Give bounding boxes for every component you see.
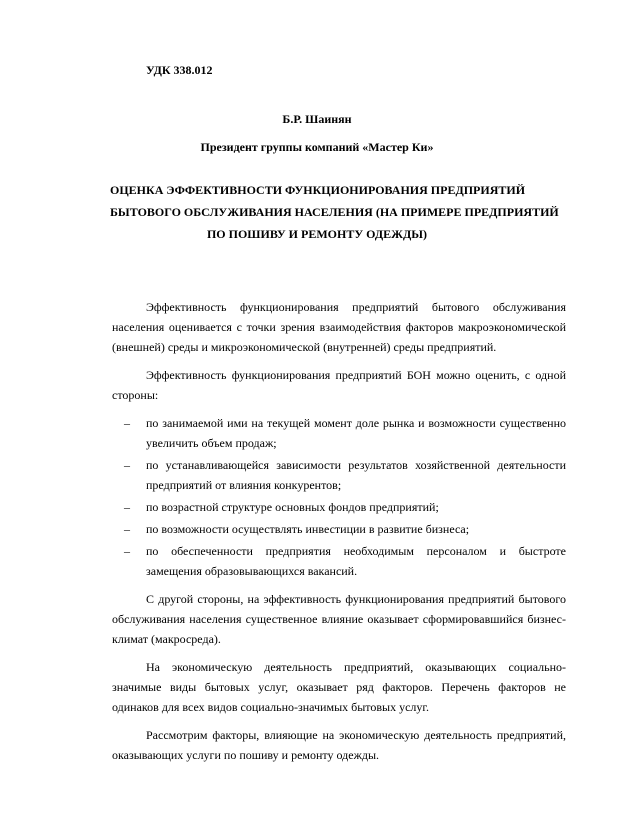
list-item xyxy=(112,455,566,495)
list-item xyxy=(112,541,566,581)
udk-code: УДК 338.012 xyxy=(146,63,213,77)
list-item xyxy=(112,413,566,453)
list-item-text: по занимаемой ими на текущей момент доле рынка и возможности существенно увеличить объем продаж; xyxy=(146,416,566,450)
author-affiliation: Президент группы компаний «Мастер Ки» xyxy=(200,140,434,154)
title-line: ПО ПОШИВУ И РЕМОНТУ ОДЕЖДЫ) xyxy=(206,227,428,241)
paragraph: Эффективность функционирования предприятий бытового обслуживания населения оценивается с точки зрения взаимодействия факторов макроэкономической (внешней) среды и микроэкономической (внутренней) среды предприятий. xyxy=(112,300,566,354)
paragraph: На экономическую деятельность предприятий, оказывающих социально-значимые виды бытовых услуг, оказывает ряд факторов. Перечень факторов не одинаков для всех видов социально-значимых бытовых услуг. xyxy=(112,660,566,714)
list-item-text: по устанавливающейся зависимости результатов хозяйственной деятельности предприятий от влияния конкурентов; xyxy=(146,458,566,492)
list-item xyxy=(112,519,566,539)
title-line: ОЦЕНКА ЭФФЕКТИВНОСТИ ФУНКЦИОНИРОВАНИЯ ПРЕДПРИЯТИЙ xyxy=(110,183,526,197)
dash-marker: – xyxy=(124,458,130,472)
dash-marker: – xyxy=(124,544,130,558)
list-item-text: по возрастной структуре основных фондов предприятий; xyxy=(146,500,439,514)
dash-marker: – xyxy=(124,500,130,514)
list-item-text: по возможности осуществлять инвестиции в развитие бизнеса; xyxy=(146,522,470,536)
dash-marker: – xyxy=(124,522,130,536)
paragraph: Эффективность функционирования предприятий БОН можно оценить, с одной стороны: xyxy=(112,368,566,402)
title-line: БЫТОВОГО ОБСЛУЖИВАНИЯ НАСЕЛЕНИЯ (НА ПРИМЕРЕ ПРЕДПРИЯТИЙ xyxy=(110,205,559,219)
factor-list xyxy=(112,413,566,581)
list-item-text: по обеспеченности предприятия необходимым персоналом и быстроте замещения образовывающихся вакансий. xyxy=(146,544,566,578)
paragraph: С другой стороны, на эффективность функционирования предприятий бытового обслуживания населения существенное влияние оказывает сформировавшийся бизнес-климат (макросреда). xyxy=(112,592,566,646)
author-name: Б.Р. Шаинян xyxy=(282,112,352,126)
article-body xyxy=(112,297,566,773)
paper-title xyxy=(110,179,559,245)
list-item xyxy=(112,497,566,517)
dash-marker: – xyxy=(124,416,130,430)
paragraph: Рассмотрим факторы, влияющие на экономическую деятельность предприятий, оказывающих услуги по пошиву и ремонту одежды. xyxy=(112,728,566,762)
